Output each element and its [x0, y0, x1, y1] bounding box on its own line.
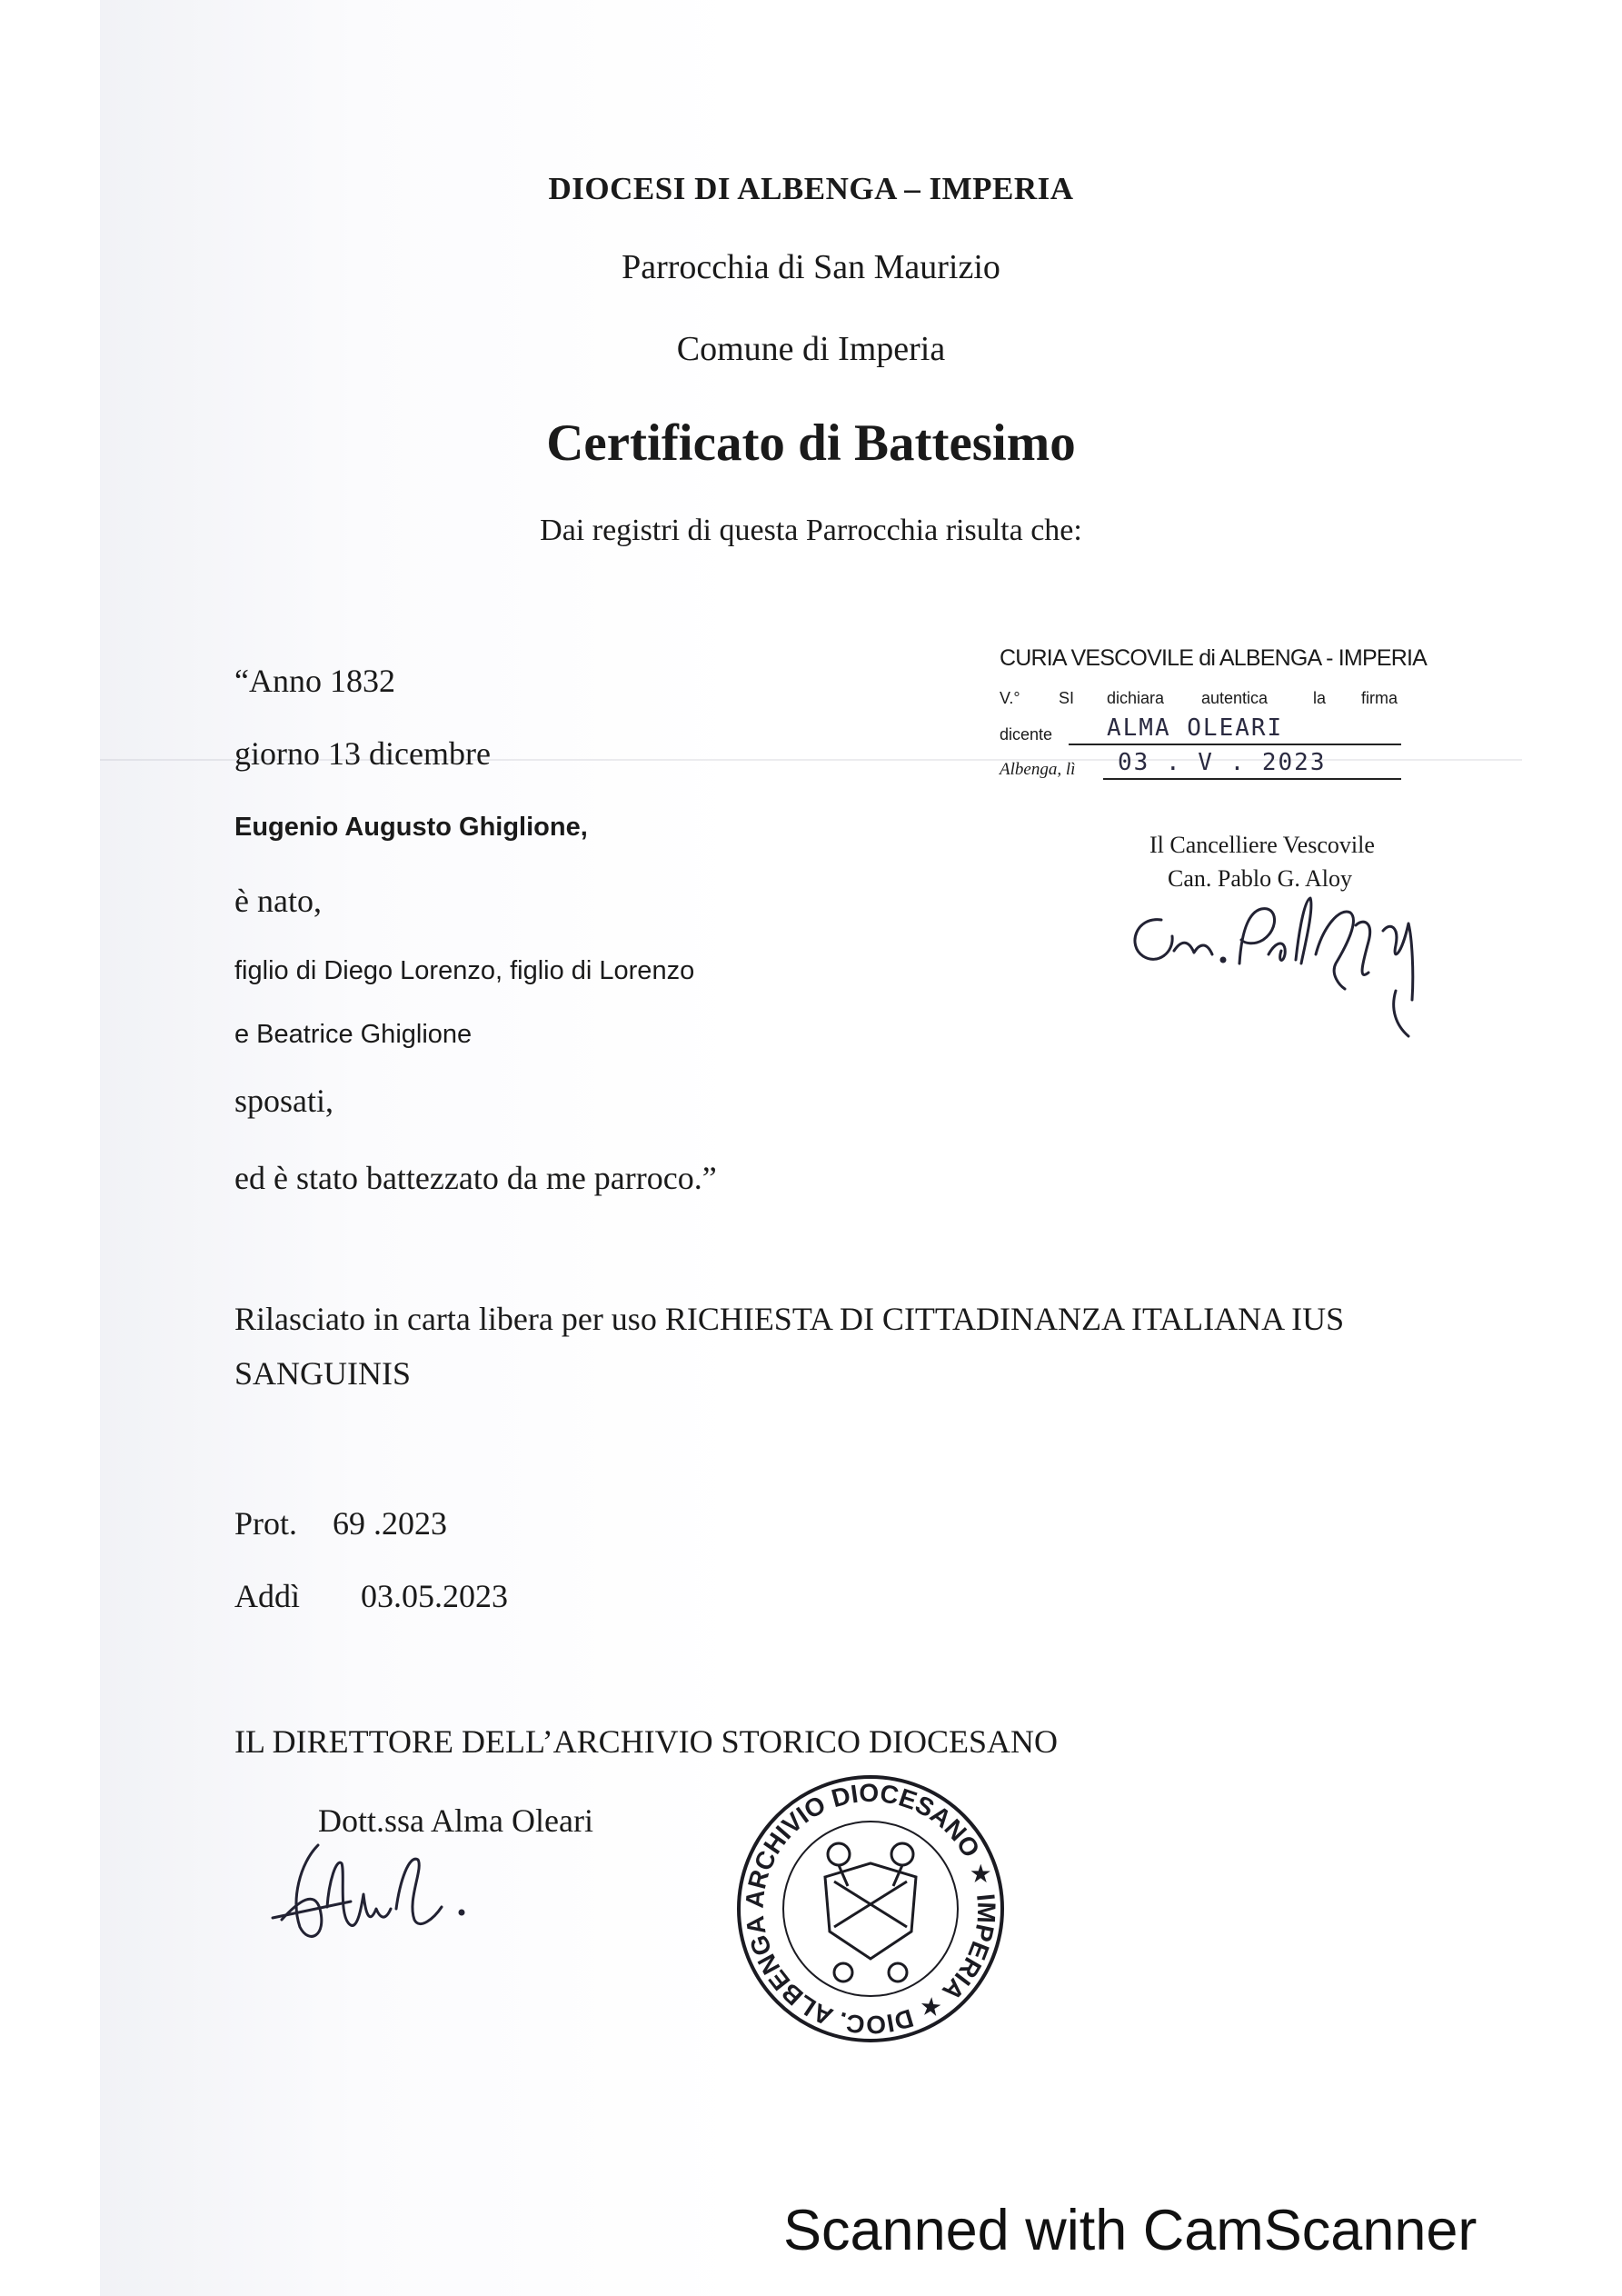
dicente-underline [1069, 744, 1401, 745]
purpose-line-1: Rilasciato in carta libera per uso RICHIESTA DI CITTADINANZA ITALIANA IUS [234, 1301, 1345, 1337]
stamp-autentica: autentica [1201, 689, 1269, 707]
intro-text: Dai registri di questa Parrocchia risulta che: [540, 514, 1082, 547]
record-born: è nato, [234, 883, 322, 919]
parish-name: Parrocchia di San Maurizio [622, 248, 1000, 286]
stamp-vo: V.° [1000, 689, 1020, 707]
addi-value: 03.05.2023 [361, 1578, 508, 1614]
record-parents-1: figlio di Diego Lorenzo, figlio di Lorenzo [234, 956, 695, 985]
director-name: Dott.ssa Alma Oleari [318, 1802, 593, 1839]
purpose-line-2: SANGUINIS [234, 1355, 412, 1392]
addi-label: Addì [234, 1578, 300, 1614]
cancelliere-name: Can. Pablo G. Aloy [1168, 865, 1352, 892]
record-married: sposati, [234, 1083, 334, 1119]
stamp-firma: firma [1361, 689, 1398, 707]
stamp-place-label: Albenga, lì [1000, 760, 1076, 779]
stamp-dichiara: dichiara [1107, 689, 1165, 707]
archive-seal [734, 1772, 1007, 2045]
record-year: “Anno 1832 [234, 663, 395, 699]
director-title: IL DIRETTORE DELL’ARCHIVIO STORICO DIOCESANO [234, 1723, 1058, 1760]
stamp-la: la [1313, 689, 1327, 707]
prot-value: 69 .2023 [333, 1505, 447, 1542]
curia-stamp-title: CURIA VESCOVILE di ALBENGA - IMPERIA [1000, 645, 1427, 671]
stamp-dicente-value: ALMA OLEARI [1107, 714, 1284, 742]
comune-name: Comune di Imperia [676, 330, 946, 368]
stamp-date-value: 03 . V . 2023 [1118, 749, 1327, 776]
date-underline [1103, 778, 1401, 780]
seal-text: ARCHIVIO DIOCESANO ★ IMPERIA ★ DIOC. ALBENGA [740, 1778, 1001, 2040]
prot-label: Prot. [234, 1505, 298, 1542]
record-name: Eugenio Augusto Ghiglione, [234, 813, 588, 842]
coat-of-arms-icon [825, 1843, 916, 1982]
stamp-si: SI [1059, 689, 1075, 707]
director-signature [264, 1818, 518, 1972]
record-day: giorno 13 dicembre [234, 735, 491, 772]
record-baptized: ed è stato battezzato da me parroco.” [234, 1160, 717, 1196]
page-title: Certificato di Battesimo [546, 414, 1076, 472]
diocese-heading: DIOCESI DI ALBENGA – IMPERIA [548, 171, 1074, 206]
cancelliere-signature [1118, 873, 1445, 1054]
record-parents-2: e Beatrice Ghiglione [234, 1020, 473, 1049]
camscanner-watermark: Scanned with CamScanner [783, 2199, 1478, 2262]
stamp-dicente-label: dicente [1000, 725, 1053, 744]
cancelliere-role: Il Cancelliere Vescovile [1149, 832, 1375, 858]
